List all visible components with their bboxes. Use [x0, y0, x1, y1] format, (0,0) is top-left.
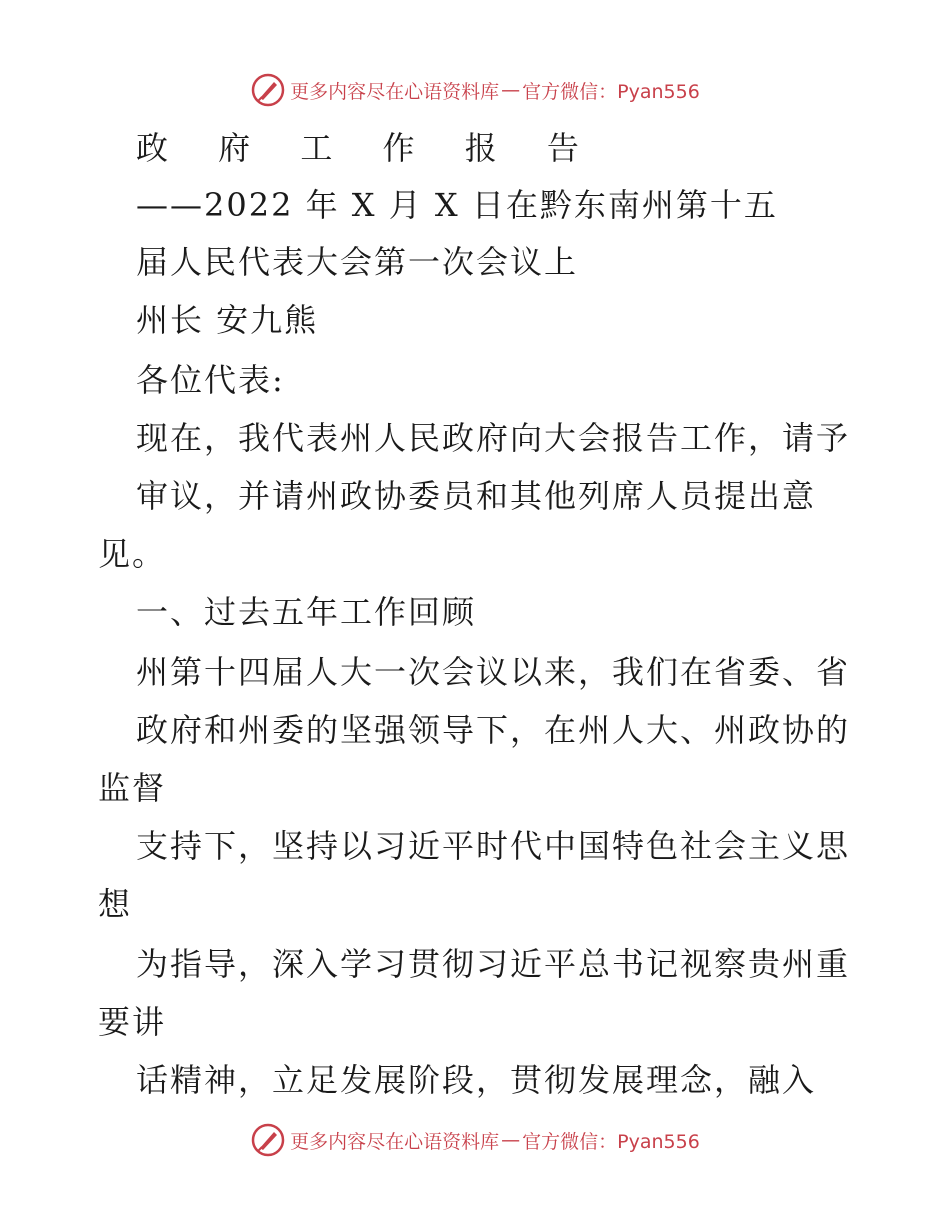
- banner-separator: —: [501, 1129, 521, 1151]
- paragraph-2-line-5: 想: [98, 885, 133, 923]
- paragraph-2-line-3: 监督: [98, 769, 167, 807]
- banner-official-account: 官方微信：Pyan556: [522, 1130, 700, 1153]
- paragraph-1-line-2: 审议，并请州政协委员和其他列席人员提出意: [136, 477, 817, 515]
- section-1-heading: 一、过去五年工作回顾: [136, 593, 477, 631]
- banner-separator: —: [501, 79, 521, 101]
- subtitle-line-1: ——2022 年 X 月 X 日在黔东南州第十五: [136, 186, 778, 224]
- header-watermark-banner: [0, 70, 950, 110]
- paragraph-2-line-1: 州第十四届人大一次会议以来，我们在省委、省: [136, 653, 851, 691]
- paragraph-2-line-2: 政府和州委的坚强领导下，在州人大、州政协的: [136, 711, 851, 749]
- paragraph-1-line-3: 见。: [98, 535, 167, 573]
- banner-official-account: 官方微信：Pyan556: [522, 80, 700, 103]
- footer-watermark-banner: [0, 1120, 950, 1160]
- paragraph-1-line-1: 现在，我代表州人民政府向大会报告工作，请予: [136, 419, 851, 457]
- paragraph-2-line-4: 支持下，坚持以习近平时代中国特色社会主义思: [136, 827, 851, 865]
- banner-text: 更多内容尽在心语资料库: [290, 1130, 500, 1153]
- page-title: 政 府 工 作 报 告: [136, 129, 599, 167]
- paragraph-2-line-8: 话精神，立足发展阶段，贯彻发展理念，融入: [136, 1061, 817, 1099]
- banner-text: 更多内容尽在心语资料库: [290, 80, 500, 103]
- author-line: 州长 安九熊: [136, 301, 319, 339]
- salutation: 各位代表:: [136, 361, 285, 399]
- quill-logo-icon: [250, 1122, 286, 1158]
- subtitle-line-2: 届人民代表大会第一次会议上: [136, 243, 579, 281]
- paragraph-2-line-7: 要讲: [98, 1003, 167, 1041]
- paragraph-2-line-6: 为指导，深入学习贯彻习近平总书记视察贵州重: [136, 945, 851, 983]
- quill-logo-icon: [250, 72, 286, 108]
